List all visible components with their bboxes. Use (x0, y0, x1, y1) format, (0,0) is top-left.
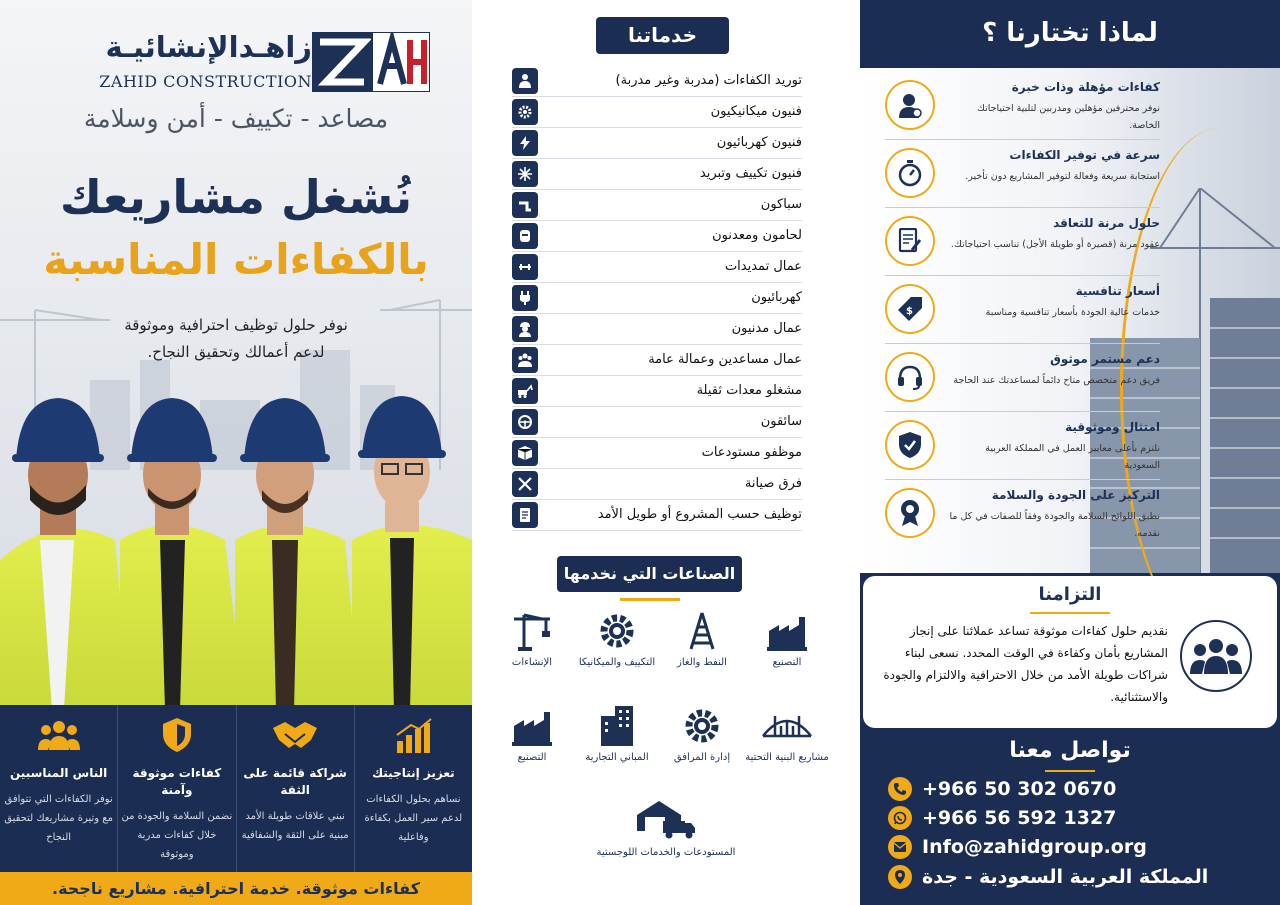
worker-icon (517, 321, 533, 337)
list-item (512, 438, 802, 469)
document-icon (517, 507, 533, 523)
industry-infrastructure (742, 700, 832, 763)
email-icon (893, 841, 907, 853)
why-item-desc: نطبق اللوائح السلامة والجودة وفقاً للصفات في كل ما نقدمه. (949, 511, 1160, 539)
left-panel (0, 0, 472, 905)
service-label: موظفو مستودعات (701, 445, 802, 460)
list-item (512, 500, 802, 531)
box-icon (517, 445, 533, 461)
list-item (512, 407, 802, 438)
list-item (512, 469, 802, 500)
feature-title: الناس المناسبين (10, 766, 108, 780)
list-item (512, 252, 802, 283)
oil-rig-icon (687, 611, 717, 651)
service-label: لحامون ومعدنون (712, 228, 802, 243)
why-item-desc: نلتزم بأعلى معايير العمل في المملكة العربية السعودية (985, 443, 1160, 471)
service-label: فرق صيانة (744, 476, 802, 491)
why-choose-us-title: لماذا تختارنا ؟ (982, 18, 1158, 48)
list-item (512, 314, 802, 345)
feature-right-people (0, 705, 117, 872)
services-list (512, 66, 802, 531)
why-item-competitive-prices (885, 276, 1160, 344)
industry-hvac-mechanics (572, 605, 662, 668)
contact-phone-2[interactable] (888, 805, 1116, 831)
industry-label: الإنشاءات (511, 657, 553, 668)
team-icon (517, 352, 533, 368)
snowflake-icon (517, 166, 533, 182)
contact-phone-1[interactable] (888, 776, 1116, 802)
phone-number-1[interactable]: +966 50 302 0670 (922, 778, 1117, 800)
price-tag-icon (897, 296, 923, 322)
commitment-title: التزامنا (1038, 584, 1102, 605)
phone-number-2[interactable]: +966 56 592 1327 (922, 807, 1117, 829)
why-item-compliance (885, 412, 1160, 480)
steering-wheel-icon (517, 414, 533, 430)
industry-construction (487, 605, 577, 668)
growth-chart-icon (393, 717, 433, 753)
middle-panel (472, 0, 860, 905)
why-item-support (885, 344, 1160, 412)
industry-label: التكييف والميكانيكا (578, 657, 656, 668)
industry-facility-management (657, 700, 747, 763)
feature-boost-productivity (354, 705, 472, 872)
location-text: المملكة العربية السعودية - جدة (922, 866, 1209, 888)
why-item-desc: خدمات عالية الجودة بأسعار تنافسية ومناسبة (985, 307, 1160, 318)
why-item-title: أسعار تنافسية (1075, 284, 1160, 298)
left-footer-slogan: كفاءات موثوقة. خدمة احترافية. مشاريع ناجحة. (0, 872, 472, 905)
company-logo (40, 28, 440, 98)
why-item-quality-safety (885, 480, 1160, 548)
why-item-desc: نوفر محترفين مؤهلين ومدربين لتلبية احتياجاتك الخاصة. (977, 103, 1160, 131)
crane-icon (512, 611, 552, 651)
service-label: عمال تمديدات (724, 259, 802, 274)
feature-desc: نساهم بحلول الكفاءات لدعم سير العمل بكفاءة وفاعلية (364, 794, 463, 843)
hero-subtitle (0, 312, 472, 366)
feature-desc: نبني علاقات طويلة الأمد مبنية على الثقة والشفافية (241, 811, 349, 841)
industry-label: المباني التجارية (585, 752, 649, 763)
why-item-title: سرعة في توفير الكفاءات (1009, 148, 1160, 162)
gear-icon (682, 706, 722, 746)
bridge-icon (761, 710, 813, 746)
contact-email[interactable] (888, 834, 1147, 860)
wrench-icon (517, 259, 533, 275)
plug-icon (517, 290, 533, 306)
why-item-title: كفاءات مؤهلة وذات خبرة (1011, 80, 1160, 94)
service-label: عمال مساعدين وعمالة عامة (648, 352, 802, 367)
service-label: فنيون تكييف وتبريد (699, 166, 802, 181)
gear-icon (517, 104, 533, 120)
list-item (512, 376, 802, 407)
service-label: فنيون ميكانيكيون (710, 104, 802, 119)
tools-icon (517, 476, 533, 492)
factory-icon (512, 706, 552, 746)
right-panel (860, 0, 1280, 905)
location-pin-icon (894, 869, 906, 885)
why-item-title: حلول مرنة للتعاقد (1053, 216, 1160, 230)
industry-label: مشاريع البنية التحتية (745, 752, 829, 763)
why-item-desc: فريق دعم متخصص متاح دائماً لمساعدتك عند الحاجة (953, 375, 1160, 386)
service-label: سباكون (760, 197, 802, 212)
industry-label: المستودعات والخدمات اللوجستية (596, 847, 736, 858)
service-label: فنيون كهربائيون (716, 135, 802, 150)
people-group-icon (1190, 636, 1242, 676)
list-item (512, 221, 802, 252)
why-item-speed (885, 140, 1160, 208)
industry-manufacturing (742, 605, 832, 668)
check-shield-icon (898, 431, 922, 459)
expert-person-icon (897, 92, 923, 118)
industry-commercial-buildings (572, 700, 662, 763)
contact-us-title: تواصل معنا (1009, 738, 1131, 763)
worker-figure-2 (120, 398, 245, 710)
list-item (512, 190, 802, 221)
feature-title: تعزيز إنتاجيتك (372, 766, 455, 780)
why-choose-us-section (860, 68, 1280, 573)
award-badge-icon (898, 499, 922, 527)
email-address[interactable]: Info@zahidgroup.org (922, 836, 1147, 858)
commitment-text: نقديم حلول كفاءات موثوقة تساعد عملائنا على إنجاز المشاريع بأمان وكفاءة في الوقت المحدد. نسعى لبناء شراكات طويلة الأمد من خلال الاحترافية والالتزام والجودة والاستثنائية. (883, 624, 1168, 704)
worker-figure-4 (352, 396, 472, 710)
hero-subtitle-line2: لدعم أعمالك وتحقيق النجاح. (147, 343, 325, 361)
pipe-icon (517, 197, 533, 213)
industry-warehousing-logistics (566, 795, 766, 858)
workers-photo (0, 390, 472, 710)
hero-heading-line1: نُشغل مشاريعك (59, 170, 413, 224)
why-item-desc: عقود مرنة (قصيرة أو طويلة الأجل) تناسب احتياجاتك. (950, 239, 1160, 250)
stopwatch-icon (897, 159, 923, 187)
building-icon (597, 704, 637, 746)
logo-arabic-name: زاهـدالإنشائيـة (105, 30, 312, 64)
list-item (512, 345, 802, 376)
industry-label: التصنيع (517, 752, 547, 763)
lightning-icon (517, 135, 533, 151)
contact-location (888, 864, 1208, 890)
commitment-card (863, 576, 1277, 728)
feature-trust-partnership (236, 705, 354, 872)
contract-icon (898, 228, 922, 254)
list-item (512, 283, 802, 314)
commitment-title-underline (1030, 612, 1110, 614)
gear-icon (597, 611, 637, 651)
service-label: توريد الكفاءات (مدربة وغير مدربة) (615, 73, 802, 88)
why-item-title: امتثال وموثوقية (1065, 420, 1160, 434)
whatsapp-icon (893, 811, 907, 825)
feature-desc: نضمن السلامة والجودة من خلال كفاءات مدربة وموثوقة (121, 811, 233, 860)
left-feature-strip (0, 705, 472, 872)
list-item (512, 128, 802, 159)
warehouse-truck-icon (635, 797, 697, 841)
logo-english-name: ZAHID CONSTRUCTION (99, 72, 312, 91)
list-item (512, 66, 802, 97)
feature-desc: نوفر الكفاءات التي تتوافق مع وتيرة مشاريعك لتحقيق النجاح (4, 794, 113, 843)
industry-manufacturing-2 (487, 700, 577, 763)
svg-text:$: $ (906, 306, 913, 317)
welding-mask-icon (517, 228, 533, 244)
phone-icon (893, 782, 907, 796)
hero-heading-line2: بالكفاءات المناسبة (43, 235, 429, 284)
services-title: خدماتنا (596, 17, 729, 54)
industry-oil-gas (657, 605, 747, 668)
why-item-title: التركيز على الجودة والسلامة (991, 488, 1160, 502)
service-label: مشغلو معدات ثقيلة (696, 383, 802, 398)
factory-icon (767, 611, 807, 651)
why-item-qualified (885, 72, 1160, 140)
worker-figure-3 (235, 398, 360, 710)
why-item-title: دعم مستمر موثوق (1050, 352, 1160, 366)
shield-icon (161, 716, 193, 754)
handshake-icon (271, 718, 319, 752)
feature-safe-competencies (117, 705, 235, 872)
industries-title: الصناعات التي نخدمها (557, 556, 742, 592)
service-label: عمال مدنيون (731, 321, 802, 336)
worker-figure-1 (0, 398, 130, 710)
list-item (512, 97, 802, 128)
hero-subtitle-line1: نوفر حلول توظيف احترافية وموثوقة (124, 316, 348, 334)
headset-icon (897, 364, 923, 390)
industry-label: إدارة المرافق (673, 752, 731, 763)
why-item-desc: استجابة سريعة وفعالة لتوفير المشاريع دون تأخير. (965, 171, 1160, 182)
why-item-flexible-contracts (885, 208, 1160, 276)
workers-icon (517, 73, 533, 89)
people-group-icon (38, 718, 80, 752)
feature-title: شراكة قائمة على الثقة (243, 766, 347, 797)
industries-title-underline (620, 598, 680, 601)
service-label: توظيف حسب المشروع أو طويل الأمد (597, 507, 802, 522)
excavator-icon (517, 383, 533, 399)
service-label: سائقون (760, 414, 802, 429)
zahid-logo-mark-icon (312, 32, 430, 92)
contact-title-underline (1045, 770, 1095, 772)
industry-label: التصنيع (772, 657, 802, 668)
industry-label: النفط والغاز (677, 657, 727, 668)
service-label: كهربائيون (751, 290, 802, 305)
list-item (512, 159, 802, 190)
tagline: مصاعد - تكييف - أمن وسلامة (83, 104, 389, 133)
feature-title: كفاءات موثوقة وآمنة (132, 766, 222, 797)
